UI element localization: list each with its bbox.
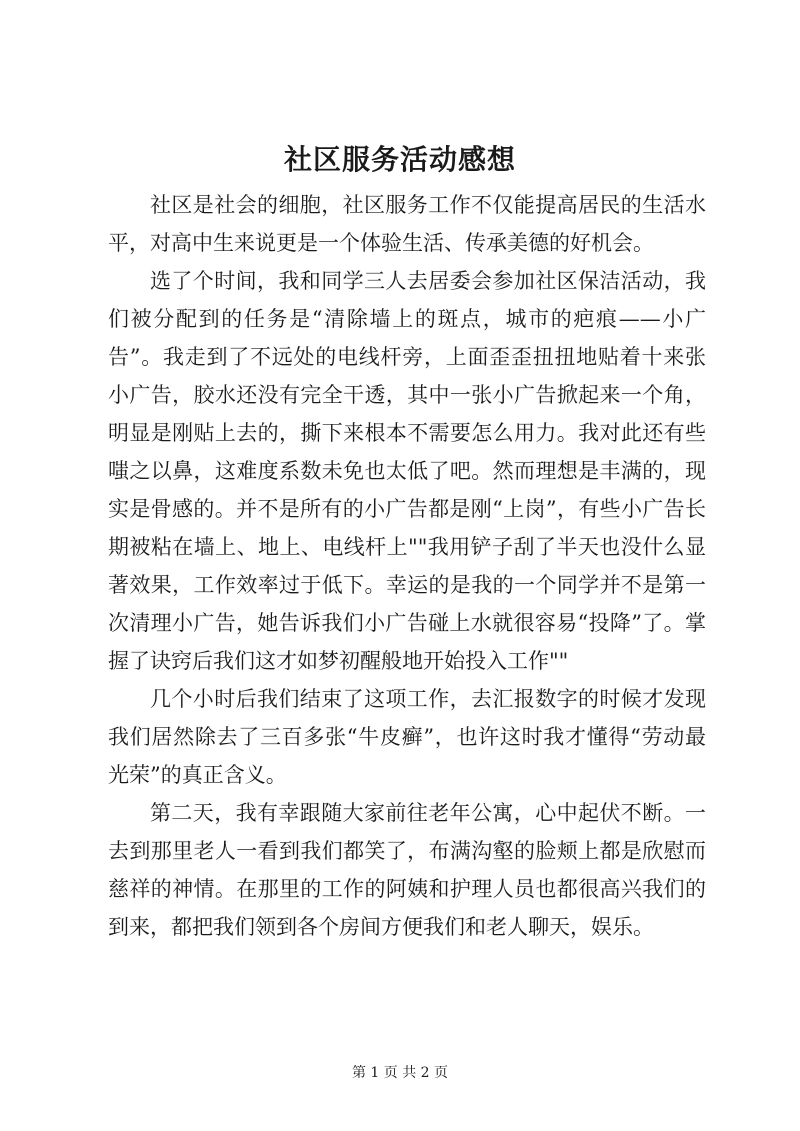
document-body: [108, 186, 706, 946]
page-footer: 第 1 页 共 2 页: [351, 1065, 449, 1081]
paragraph-4: 第二天，我有幸跟随大家前往老年公寓，心中起伏不断。一去到那里老人一看到我们都笑了，布满沟壑的脸颊上都是欣慰而慈祥的神情。在那里的工作的阿姨和护理人员也都很高兴我们的到来，都把我们领到各个房间方便我们和老人聊天，娱乐。: [108, 801, 706, 939]
paragraph-2: 选了个时间，我和同学三人去居委会参加社区保洁活动，我们被分配到的任务是“清除墙上的斑点，城市的疤痕——小广告”。我走到了不远处的电线杆旁，上面歪歪扭扭地贴着十来张小广告，胶水还没有完全干透，其中一张小广告掀起来一个角，明显是刚贴上去的，撕下来根本不需要怎么用力。我对此还有些嗤之以鼻，这难度系数未免也太低了吧。然而理想是丰满的，现实是骨感的。并不是所有的小广告都是刚“上岗”，有些小广告长期被粘在墙上、地上、电线杆上""我用铲子刮了半天也没什么显著效果，工作效率过于低下。幸运的是我的一个同学并不是第一次清理小广告，她告诉我们小广告碰上水就很容易“投降”了。掌握了诀窍后我们这才如梦初醒般地开始投入工作"": [108, 269, 706, 673]
document-title: 社区服务活动感想: [283, 143, 516, 176]
paragraph-1: 社区是社会的细胞，社区服务工作不仅能提高居民的生活水平，对高中生来说更是一个体验生活、传承美德的好机会。: [108, 193, 706, 255]
paragraph-3: 几个小时后我们结束了这项工作，去汇报数字的时候才发现我们居然除去了三百多张“牛皮癣”，也许这时我才懂得“劳动最光荣”的真正含义。: [108, 687, 706, 787]
